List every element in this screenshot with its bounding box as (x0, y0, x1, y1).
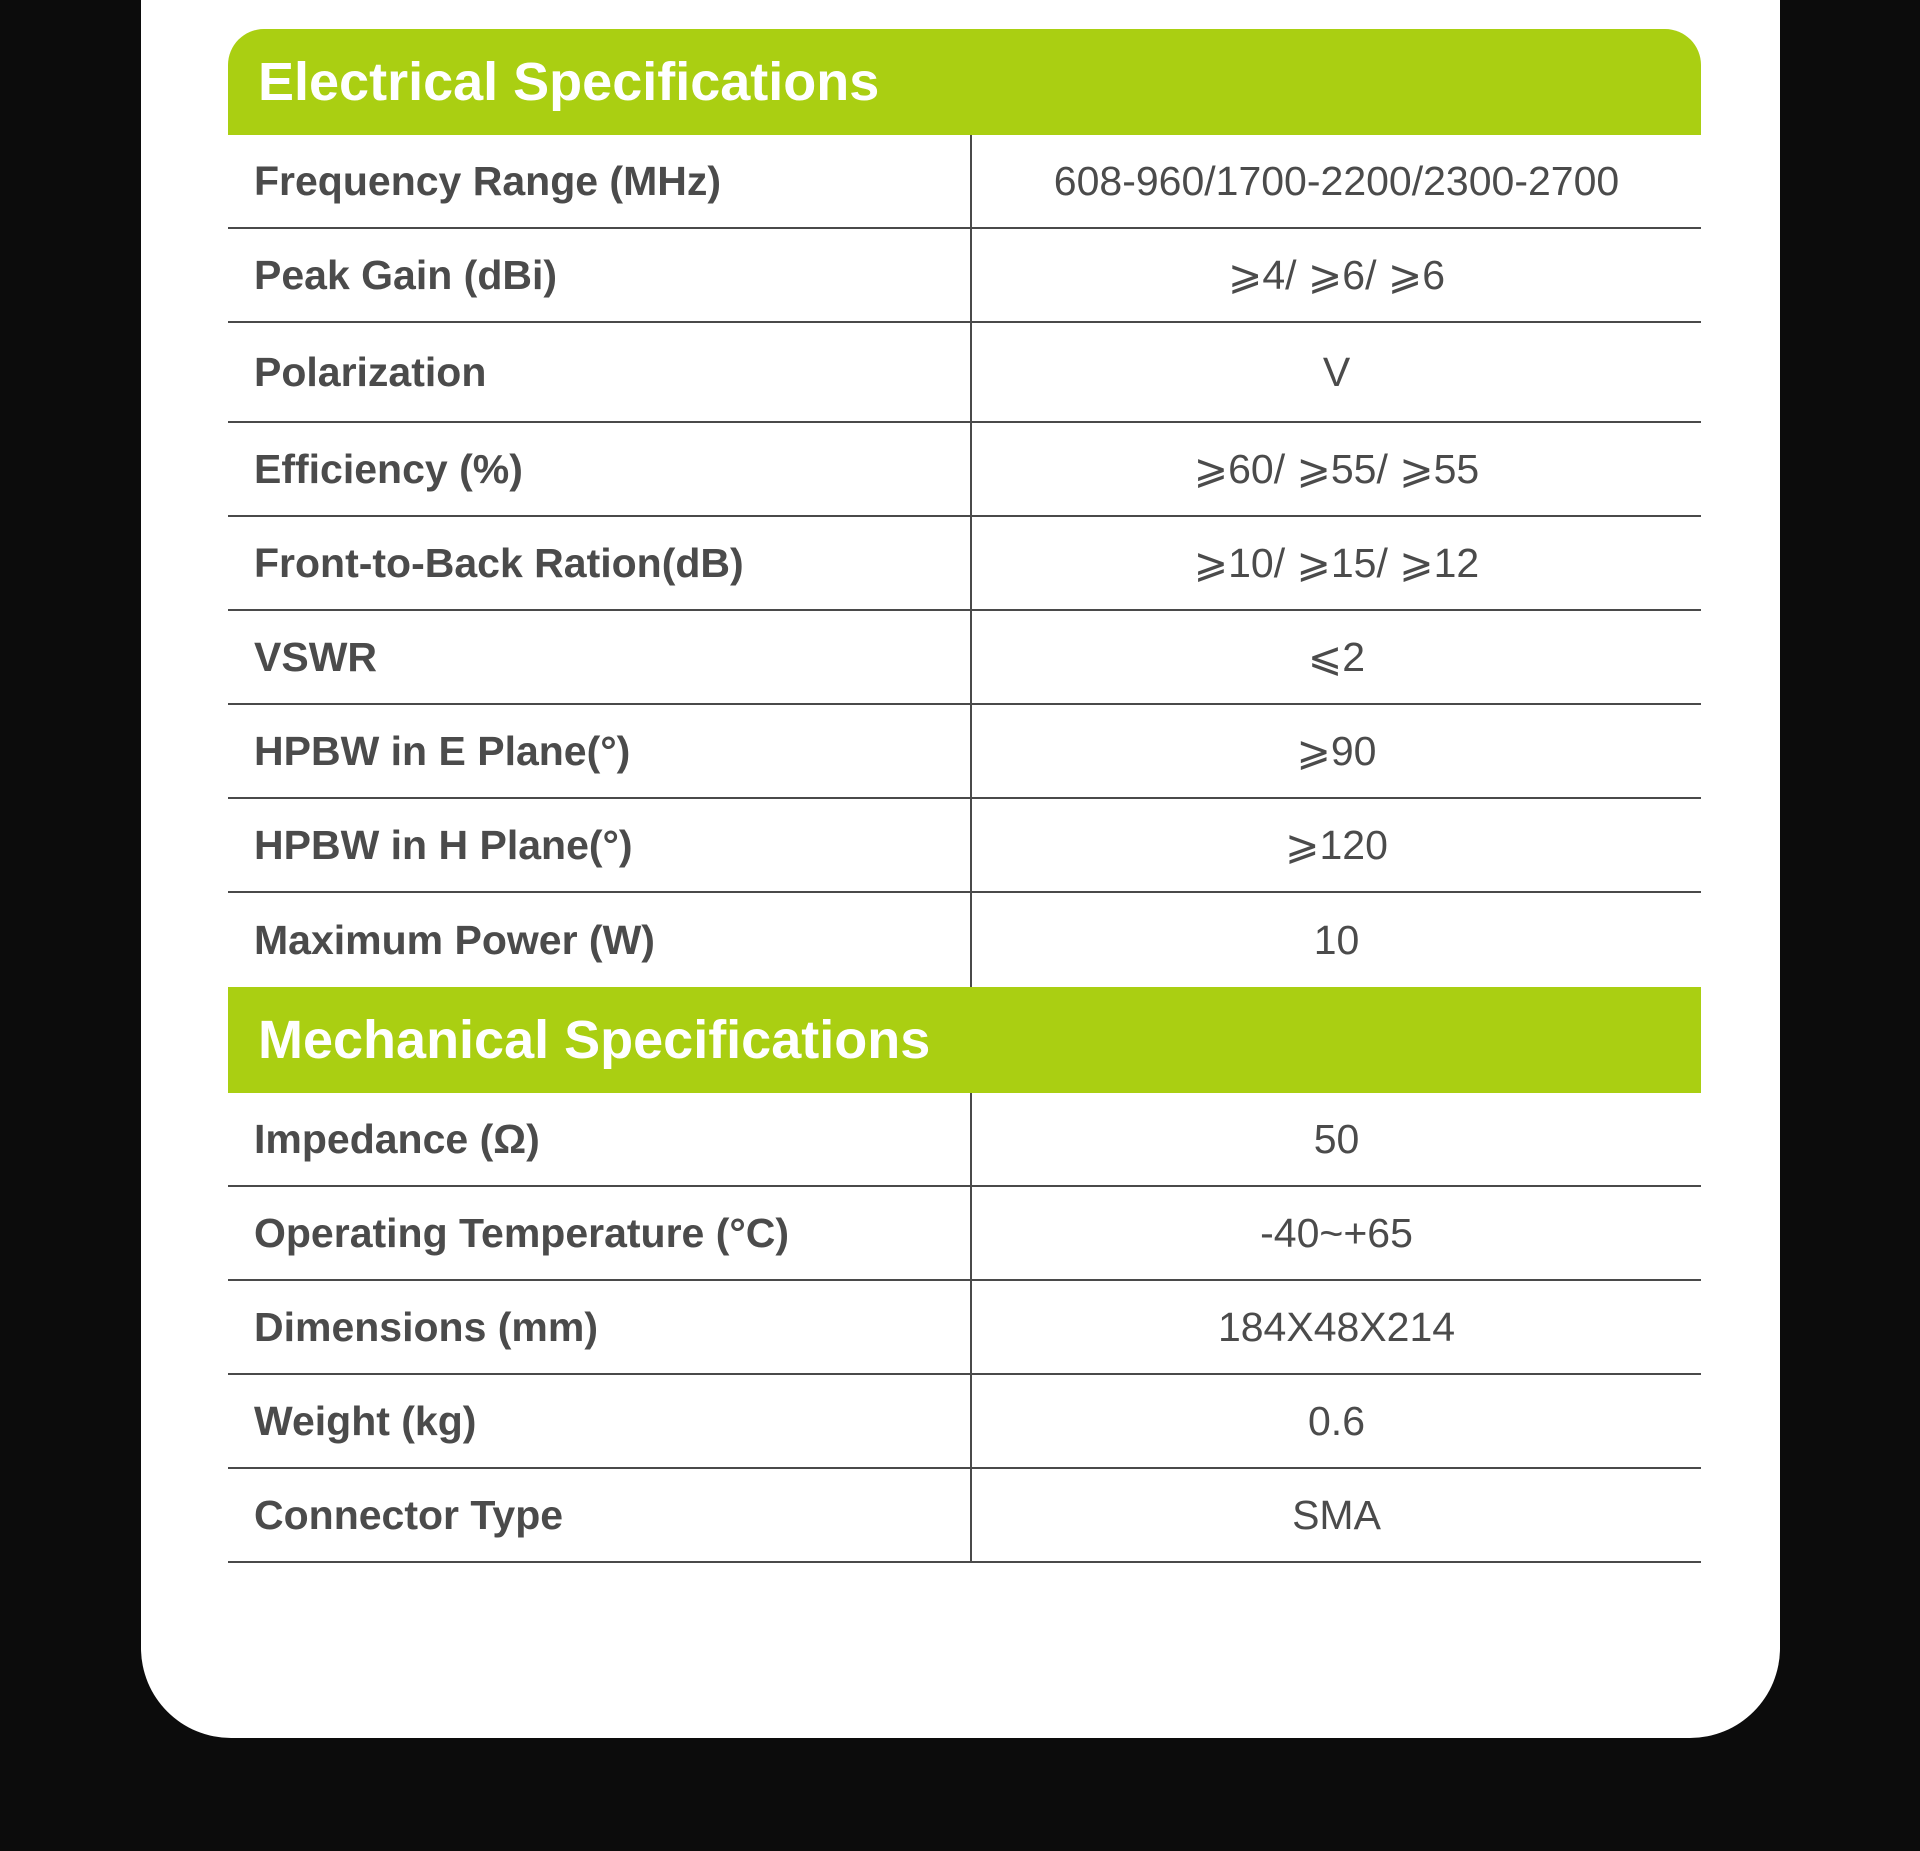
row-value: 184X48X214 (1217, 1303, 1456, 1350)
row-value: 608-960/1700-2200/2300-2700 (1053, 157, 1620, 204)
spec-table (228, 29, 1701, 1563)
row-value: 10 (1313, 916, 1360, 963)
table-row (228, 517, 1701, 611)
row-label: Efficiency (%) (228, 423, 972, 515)
row-label: Maximum Power (W) (228, 893, 972, 987)
row-label: Dimensions (mm) (228, 1281, 972, 1373)
table-row (228, 1187, 1701, 1281)
section-title: Mechanical Specifications (258, 1010, 931, 1070)
row-value: 0.6 (1308, 1397, 1365, 1444)
electrical-specifications-header (228, 29, 1701, 135)
row-value: SMA (1292, 1491, 1381, 1538)
row-label: HPBW in H Plane(°) (228, 799, 972, 891)
row-value: -40~+65 (1260, 1209, 1413, 1256)
table-row (228, 423, 1701, 517)
table-row (228, 705, 1701, 799)
table-row (228, 1469, 1701, 1563)
row-label: Peak Gain (dBi) (228, 229, 972, 321)
row-value: ⩾60/ ⩾55/ ⩾55 (1193, 446, 1480, 492)
row-value: V (1322, 348, 1351, 395)
table-row (228, 323, 1701, 423)
row-value: ⩾10/ ⩾15/ ⩾12 (1193, 540, 1480, 586)
row-label: Polarization (228, 323, 972, 421)
row-label: Frequency Range (MHz) (228, 135, 972, 227)
row-label: Front-to-Back Ration(dB) (228, 517, 972, 609)
section-title: Electrical Specifications (258, 52, 880, 112)
row-value: ⩽2 (1307, 634, 1366, 680)
row-value: ⩾120 (1285, 822, 1388, 868)
table-row (228, 135, 1701, 229)
row-value: ⩾4/ ⩾6/ ⩾6 (1227, 252, 1446, 298)
row-label: Connector Type (228, 1469, 972, 1561)
table-row (228, 1375, 1701, 1469)
table-row (228, 893, 1701, 987)
table-row (228, 1093, 1701, 1187)
row-label: Operating Temperature (°C) (228, 1187, 972, 1279)
row-value: 50 (1313, 1115, 1360, 1162)
row-label: HPBW in E Plane(°) (228, 705, 972, 797)
table-row (228, 229, 1701, 323)
row-label: Weight (kg) (228, 1375, 972, 1467)
row-label: Impedance (Ω) (228, 1093, 972, 1185)
row-value: ⩾90 (1296, 728, 1377, 774)
mechanical-specifications-header (228, 987, 1701, 1093)
table-row (228, 799, 1701, 893)
table-row (228, 611, 1701, 705)
row-label: VSWR (228, 611, 972, 703)
table-row (228, 1281, 1701, 1375)
